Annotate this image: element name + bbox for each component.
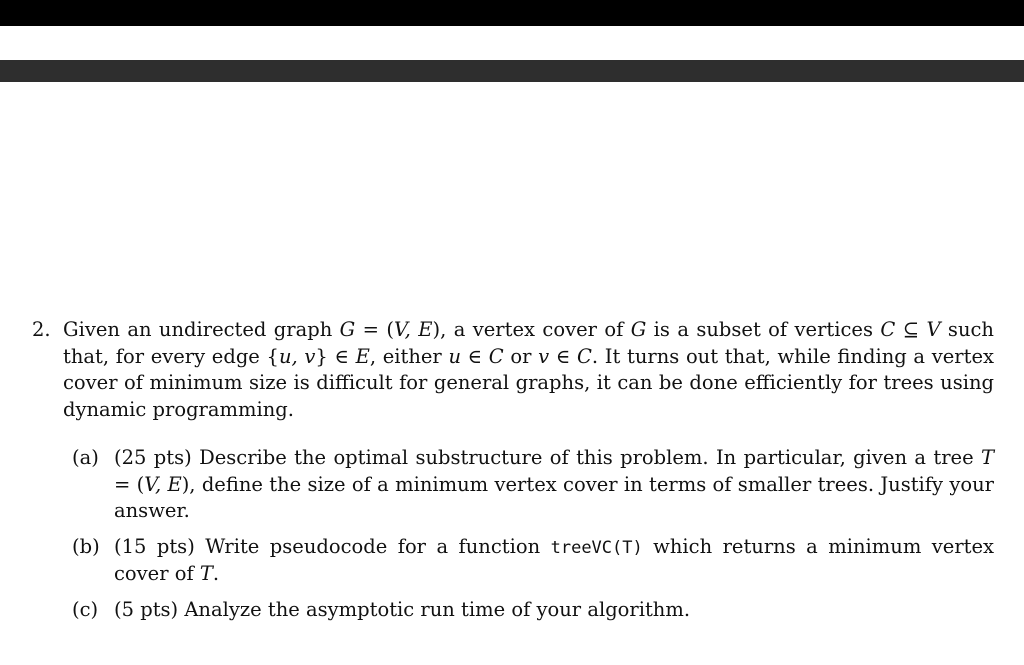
intro-text: such that, for every edge { bbox=[63, 318, 994, 368]
intro-text: } ∈ bbox=[315, 344, 356, 368]
part-text: (5 pts) Analyze the asymptotic run time of your algorithm. bbox=[114, 597, 691, 621]
part-text: . bbox=[212, 562, 220, 585]
math-var: u bbox=[448, 344, 461, 368]
part-text: = ( bbox=[114, 472, 145, 496]
gray-header-bar bbox=[0, 60, 1024, 82]
math-var: V, E bbox=[144, 472, 182, 496]
math-var: T bbox=[980, 446, 994, 469]
part-b-text bbox=[114, 534, 994, 588]
intro-text: or bbox=[503, 344, 539, 368]
math-var: u, v bbox=[278, 344, 316, 368]
problem-number: 2. bbox=[32, 318, 51, 341]
intro-text: . It turns out that, while finding a vertex cover of minimum size is difficult for general graphs, it can be done efficiently for trees using dynamic programming. bbox=[63, 344, 994, 421]
problem-intro-text bbox=[63, 317, 994, 423]
part-a bbox=[72, 445, 994, 525]
intro-text: ), a vertex cover of bbox=[432, 318, 631, 341]
part-c bbox=[72, 597, 994, 624]
math-var: G bbox=[630, 318, 647, 341]
intro-text: Given an undirected graph bbox=[63, 318, 340, 341]
math-var: T bbox=[199, 562, 213, 585]
math-var: v bbox=[538, 344, 550, 368]
problem-parts bbox=[72, 445, 994, 623]
part-label: (b) bbox=[72, 534, 100, 558]
part-text: ), define the size of a minimum vertex cover in terms of smaller trees. Justify your answer. bbox=[114, 472, 994, 522]
part-label: (c) bbox=[72, 597, 99, 621]
math-var: C bbox=[488, 344, 504, 368]
intro-text: = ( bbox=[355, 318, 394, 341]
part-b bbox=[72, 534, 994, 588]
math-var: E bbox=[355, 344, 370, 368]
intro-text: , either bbox=[369, 344, 449, 368]
problem-intro bbox=[32, 317, 994, 423]
math-var: G bbox=[339, 318, 356, 341]
problem-2 bbox=[32, 317, 994, 632]
part-text: which returns a minimum vertex cover of bbox=[114, 534, 995, 585]
math-var: C bbox=[576, 344, 592, 368]
top-black-bar bbox=[0, 0, 1024, 26]
intro-text: ⊆ bbox=[895, 318, 927, 341]
code-function-name: treeVC(T) bbox=[550, 537, 643, 558]
math-var: V bbox=[926, 318, 941, 341]
part-c-text bbox=[114, 597, 994, 624]
part-text: (25 pts) Describe the optimal substructure of this problem. In particular, given a tree bbox=[114, 446, 981, 469]
part-label: (a) bbox=[72, 446, 99, 469]
intro-text: is a subset of vertices bbox=[646, 318, 881, 341]
math-var: C bbox=[880, 318, 896, 341]
math-var: V, E bbox=[394, 318, 433, 341]
part-text: (15 pts) Write pseudocode for a function bbox=[114, 534, 551, 558]
intro-text: ∈ bbox=[549, 344, 577, 368]
part-a-text bbox=[114, 445, 994, 525]
intro-text: ∈ bbox=[461, 344, 489, 368]
